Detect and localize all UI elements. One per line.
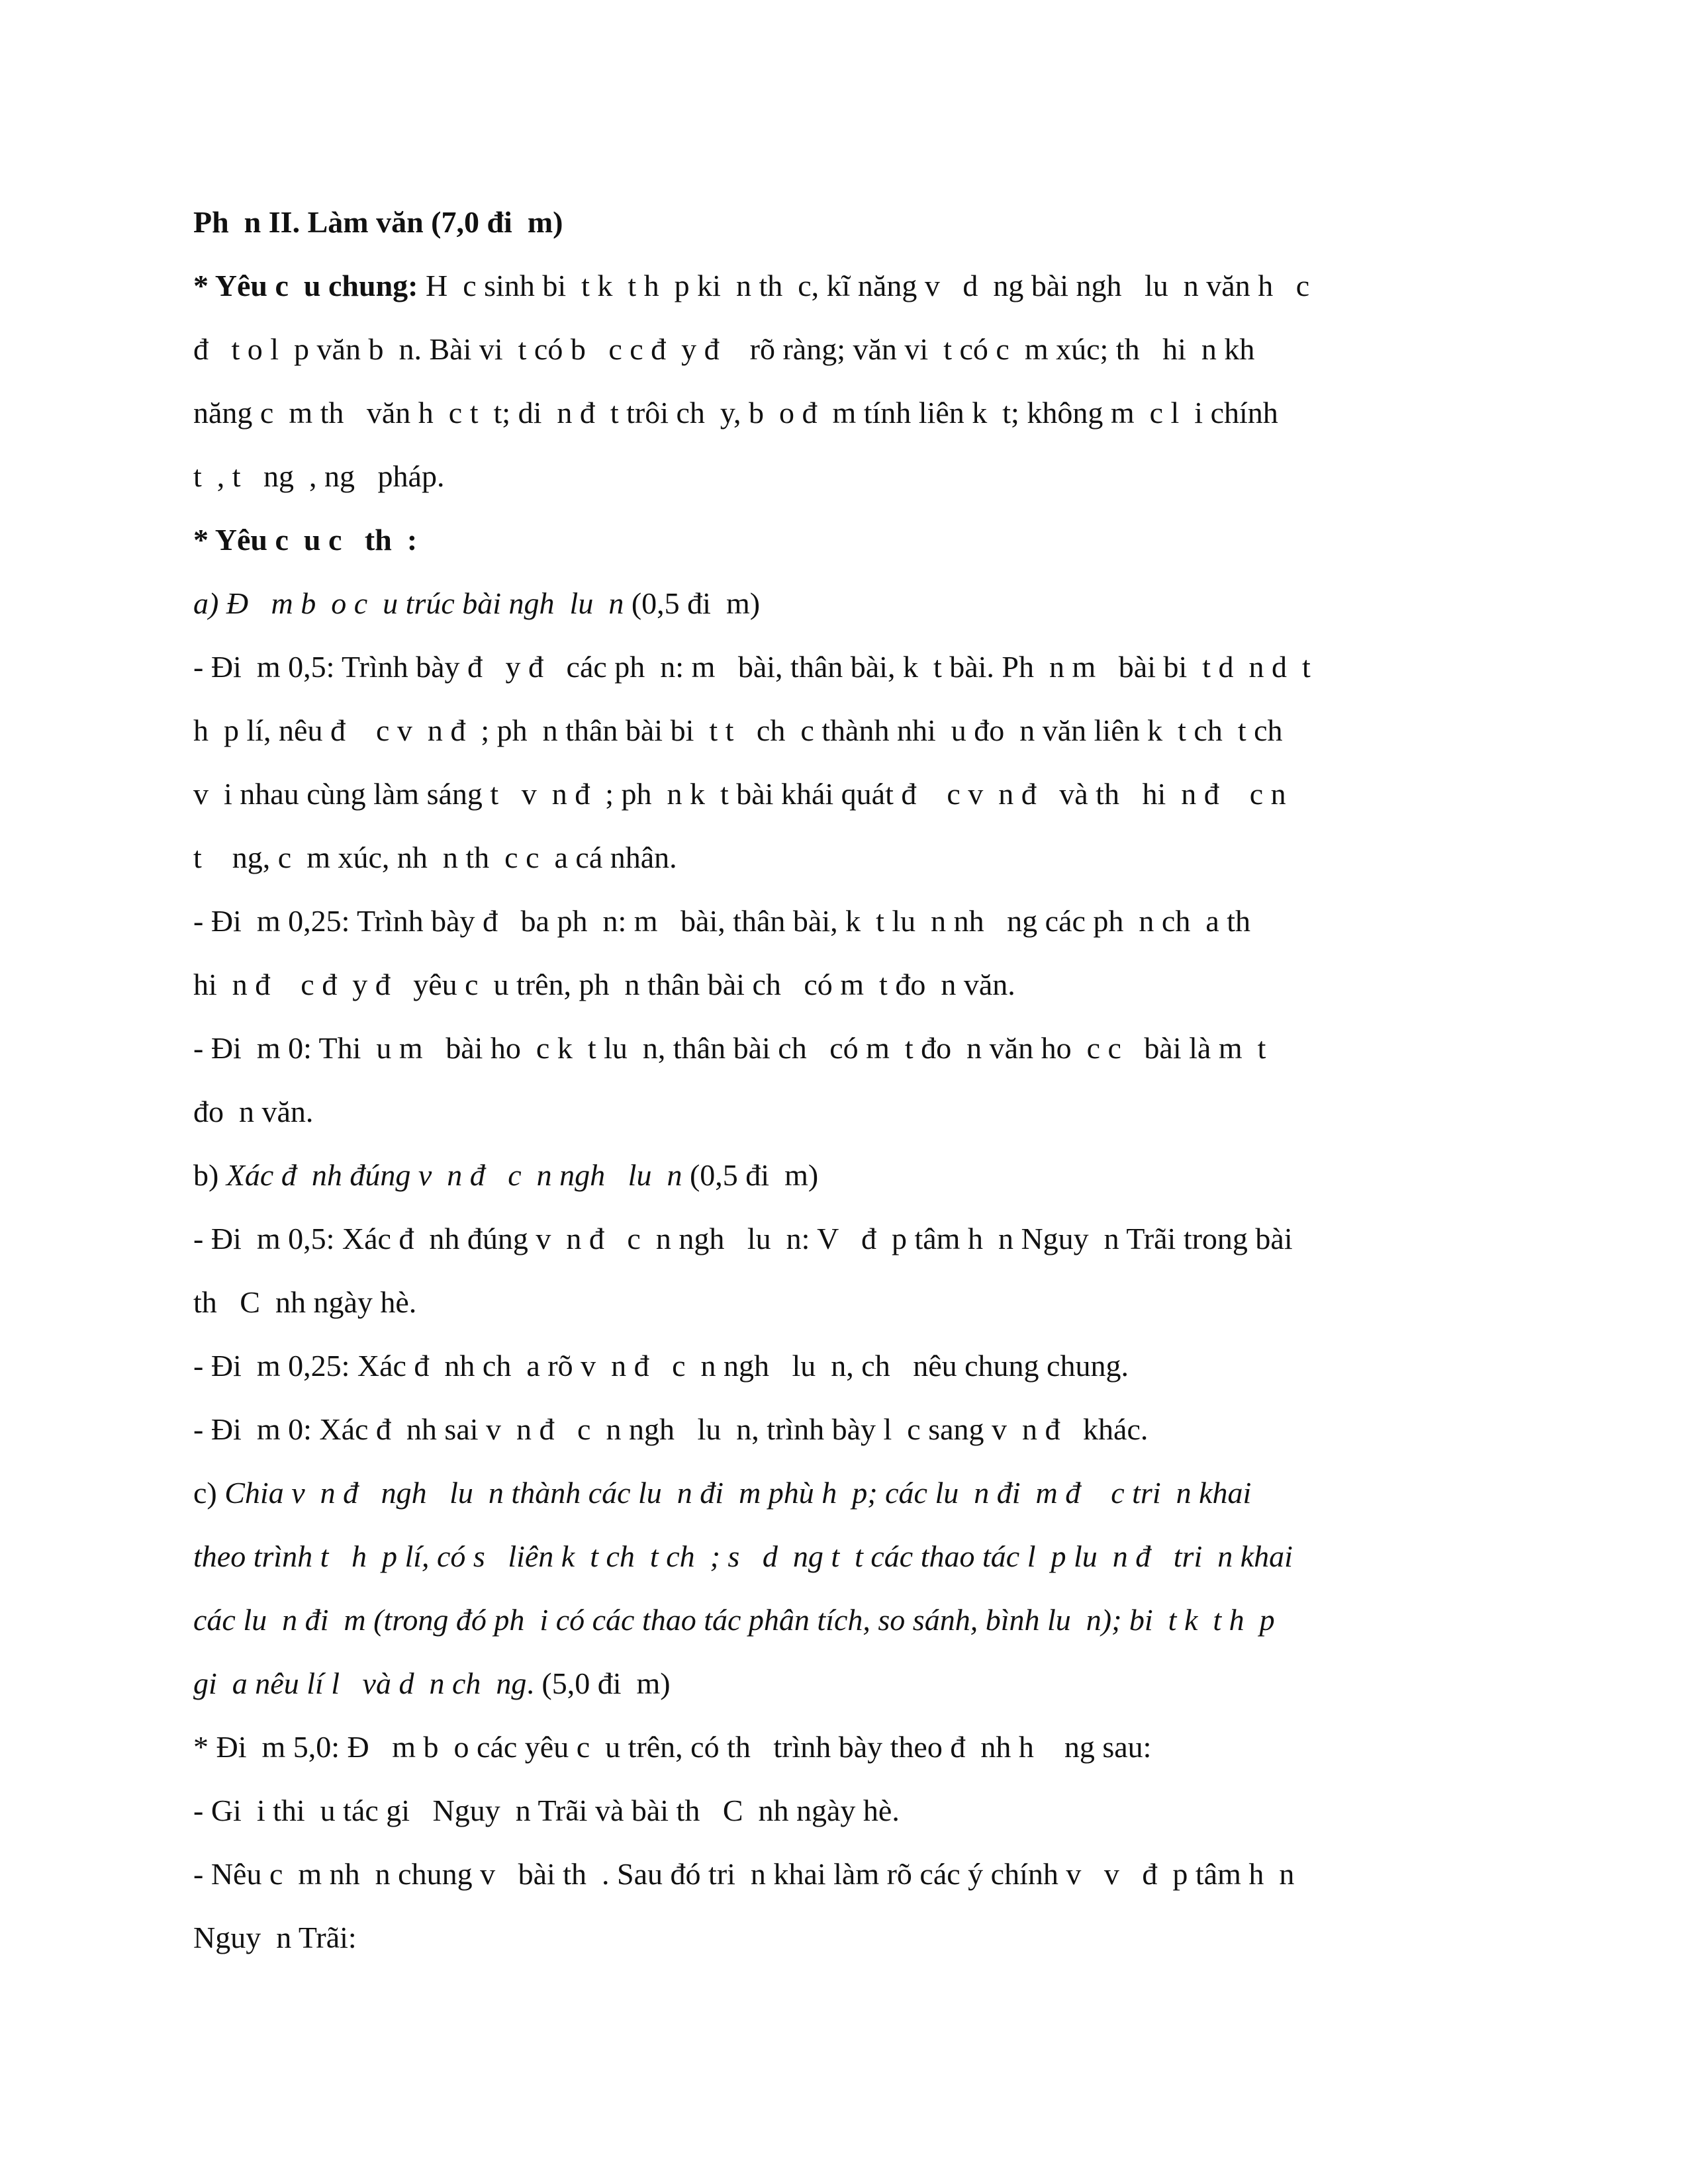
text-line — [193, 889, 1491, 953]
text-segment: H c sinh bi t k t h p ki n th c, kĩ năng v d ng bài ngh lu n văn h c — [426, 269, 1310, 302]
text-segment: * Đi m 5,0: Đ m b o các yêu c u trên, có th trình bày theo đ nh h ng sau: — [193, 1730, 1152, 1764]
text-line — [193, 1525, 1491, 1588]
text-line — [193, 1779, 1491, 1843]
text-segment: - Đi m 0,25: Trình bày đ ba ph n: m bài, thân bài, k t lu n nh ng các ph n ch a th — [193, 904, 1251, 938]
text-line — [193, 1906, 1491, 1970]
text-segment: (0,5 đi m) — [631, 586, 761, 620]
text-line — [193, 445, 1491, 508]
text-segment: hi n đ c đ y đ yêu c u trên, ph n thân bài ch có m t đo n văn. — [193, 968, 1015, 1001]
text-segment: - Đi m 0,5: Trình bày đ y đ các ph n: m bài, thân bài, k t bài. Ph n m bài bi t d n d t — [193, 650, 1311, 684]
text-segment: - Đi m 0: Xác đ nh sai v n đ c n ngh lu n, trình bày l c sang v n đ khác. — [193, 1412, 1149, 1446]
text-segment: gi a nêu lí l và d n ch ng — [193, 1666, 527, 1700]
text-segment: - Gi i thi u tác gi Nguy n Trãi và bài th C nh ngày hè. — [193, 1794, 900, 1827]
text-segment: a) Đ m b o c u trúc bài ngh lu n — [193, 586, 632, 620]
text-segment: t ng, c m xúc, nh n th c c a cá nhân. — [193, 841, 677, 874]
text-line — [193, 572, 1491, 635]
text-line — [193, 1017, 1491, 1080]
text-line — [193, 1080, 1491, 1144]
text-segment: b) — [193, 1158, 226, 1192]
text-segment: đ t o l p văn b n. Bài vi t có b c c đ y đ rõ ràng; văn vi t có c m xúc; th hi n kh — [193, 332, 1255, 366]
text-segment: - Đi m 0,5: Xác đ nh đúng v n đ c n ngh lu n: V đ p tâm h n Nguy n Trãi trong bài — [193, 1222, 1293, 1255]
text-line — [193, 953, 1491, 1017]
text-segment: Ph n II. Làm văn — [193, 205, 432, 239]
text-segment: . (5,0 đi m) — [526, 1666, 671, 1700]
text-segment: * Yêu c u c th : — [193, 523, 418, 557]
text-line — [193, 1461, 1491, 1525]
text-segment: h p lí, nêu đ c v n đ ; ph n thân bài bi t t ch c thành nhi u đo n văn liên k t ch t ch — [193, 713, 1283, 747]
text-segment: * Yêu c u chung: — [193, 269, 426, 302]
text-line — [193, 762, 1491, 826]
text-line — [193, 191, 1491, 254]
text-line — [193, 254, 1491, 318]
text-line — [193, 1398, 1491, 1461]
text-line — [193, 1588, 1491, 1652]
text-segment: - Đi m 0,25: Xác đ nh ch a rõ v n đ c n ngh lu n, ch nêu chung chung. — [193, 1349, 1129, 1383]
text-segment: c) — [193, 1476, 225, 1510]
text-segment: - Đi m 0: Thi u m bài ho c k t lu n, thân bài ch có m t đo n văn ho c c bài là m t — [193, 1031, 1266, 1065]
text-segment: v i nhau cùng làm sáng t v n đ ; ph n k t bài khái quát đ c v n đ và th hi n đ c n — [193, 777, 1286, 811]
text-segment: các lu n đi m (trong đó ph i có các thao tác phân tích, so sánh, bình lu n); bi t k t h p — [193, 1603, 1275, 1637]
text-line — [193, 826, 1491, 889]
text-segment: đo n văn. — [193, 1095, 314, 1128]
text-segment: (0,5 đi m) — [689, 1158, 819, 1192]
text-segment: (7,0 đi m) — [431, 205, 563, 239]
text-segment: Xác đ nh đúng v n đ c n ngh lu n — [226, 1158, 690, 1192]
text-line — [193, 1652, 1491, 1715]
text-line — [193, 699, 1491, 762]
text-line — [193, 1144, 1491, 1207]
text-segment: t , t ng , ng pháp. — [193, 459, 445, 493]
text-line — [193, 1715, 1491, 1779]
text-line — [193, 318, 1491, 381]
text-line — [193, 508, 1491, 572]
text-line — [193, 1334, 1491, 1398]
text-segment: - Nêu c m nh n chung v bài th . Sau đó tri n khai làm rõ các ý chính v v đ p tâm h n — [193, 1857, 1295, 1891]
text-segment: theo trình t h p lí, có s liên k t ch t ch ; s d ng t t các thao tác l p lu n đ tri n khai — [193, 1539, 1293, 1573]
document-body — [193, 191, 1491, 1970]
text-line — [193, 1843, 1491, 1906]
text-segment: Chia v n đ ngh lu n thành các lu n đi m phù h p; các lu n đi m đ c tri n khai — [224, 1476, 1252, 1510]
text-segment: Nguy n Trãi: — [193, 1921, 357, 1954]
text-line — [193, 381, 1491, 445]
text-segment: năng c m th văn h c t t; di n đ t trôi ch y, b o đ m tính liên k t; không m c l i chính — [193, 396, 1278, 430]
text-line — [193, 1271, 1491, 1334]
text-line — [193, 635, 1491, 699]
text-segment: th C nh ngày hè. — [193, 1285, 417, 1319]
text-line — [193, 1207, 1491, 1271]
